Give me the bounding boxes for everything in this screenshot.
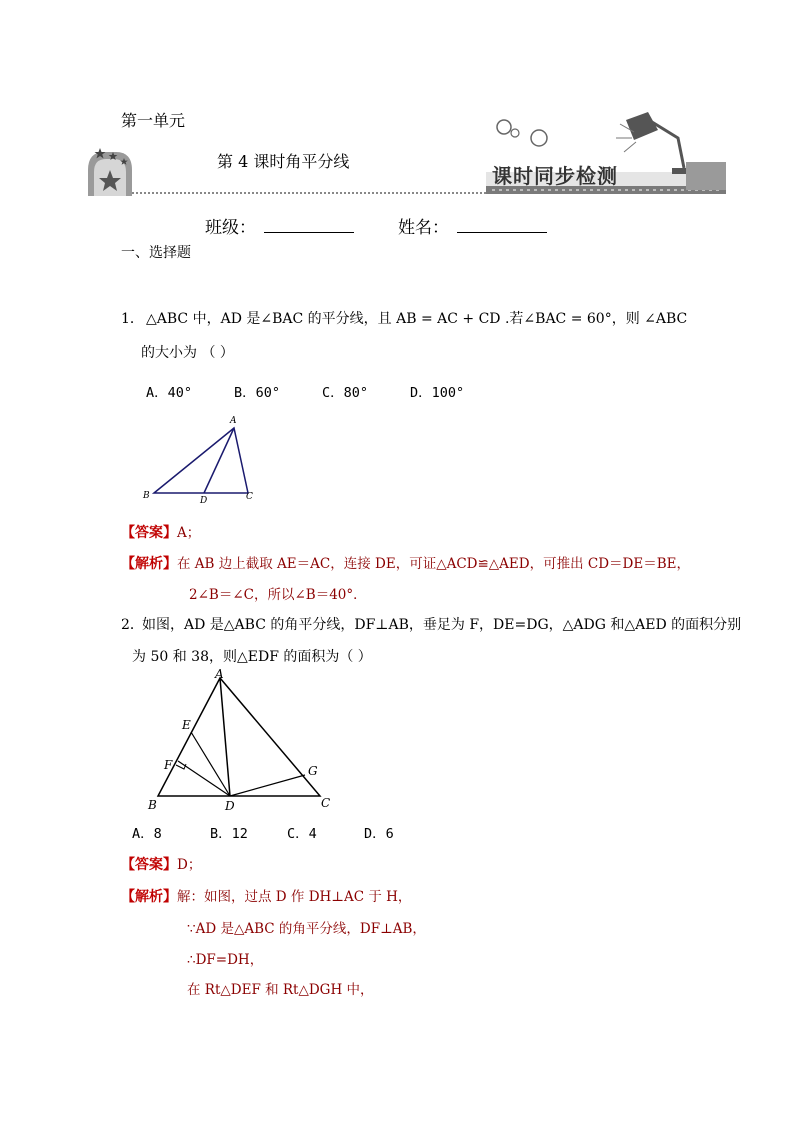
q2-label-b: B (148, 798, 157, 812)
q1-option-d[interactable]: D．100° (410, 385, 465, 401)
q1-analysis-line2: 2∠B＝∠C，所以∠B＝40°． (189, 587, 367, 603)
q1-label-c: C (246, 492, 253, 502)
q1-bisector-ad (204, 428, 234, 493)
banner-title: 课时同步检测 (492, 164, 618, 188)
q2-triangle-figure (140, 665, 350, 815)
q1-answer-tag: 【答案】 (121, 525, 177, 541)
q2-number: 2． (121, 617, 144, 633)
q2-label-e: E (182, 718, 191, 732)
q1-answer (121, 521, 200, 542)
q1-triangle-figure (140, 410, 270, 505)
q2-analysis-line1: 解：如图，过点 D 作 DH⊥AC 于 H， (177, 889, 412, 905)
q2-bisector-ad (220, 678, 230, 796)
q2-analysis (121, 885, 411, 906)
class-blank (264, 218, 354, 233)
q2-option-a[interactable]: A．8 (132, 826, 162, 842)
q1-option-a[interactable]: A．40° (146, 385, 193, 401)
q2-label-c: C (321, 796, 331, 810)
q1-analysis-line1: 在 AB 边上截取 AE＝AC，连接 DE，可证△ACD≌△AED，可推出 CD＝DE＝BE， (177, 556, 690, 572)
q2-segment-de (191, 732, 230, 796)
q2-segment-dg (230, 775, 305, 796)
q2-label-a: A (215, 667, 224, 681)
q1-number: 1． (121, 311, 144, 327)
q1-analysis (121, 552, 690, 573)
q2-text-line2: 为 50 和 38，则△EDF 的面积为（ ） (132, 649, 372, 665)
q1-text-line1: △ABC 中，AD 是∠BAC 的平分线，且 AB = AC + CD .若∠BAC = 60°，则 ∠ABC (146, 311, 688, 327)
q2-label-f: F (164, 758, 173, 772)
lesson-title: 第 4 课时角平分线 (217, 152, 350, 171)
name-blank (457, 218, 547, 233)
section-heading: 一、选择题 (121, 245, 191, 261)
q2-answer-value: D； (177, 857, 202, 873)
star-badge-icon (88, 148, 132, 196)
class-field (205, 213, 354, 238)
q1-answer-value: A； (177, 525, 201, 541)
q2-analysis-line4: 在 Rt△DEF 和 Rt△DGH 中， (187, 982, 374, 998)
q2-option-b[interactable]: B．12 (210, 826, 248, 842)
q1-triangle-abc (154, 428, 248, 493)
q1-option-b[interactable]: B．60° (234, 385, 281, 401)
q1-analysis-tag: 【解析】 (121, 556, 177, 572)
name-label: 姓名： (398, 218, 449, 238)
q2-label-d: D (225, 799, 235, 813)
q2-option-c[interactable]: C．4 (287, 826, 317, 842)
q1-label-a: A (230, 416, 237, 426)
unit-title: 第一单元 (121, 111, 186, 130)
q2-analysis-tag: 【解析】 (121, 889, 177, 905)
q2-answer-tag: 【答案】 (121, 857, 177, 873)
q2-analysis-line3: ∴DF=DH， (187, 952, 264, 968)
q2-segment-df (178, 761, 230, 796)
q1-text-line2: 的大小为 （ ） (141, 345, 234, 361)
q2-label-g: G (308, 764, 318, 778)
q2-triangle-abc (158, 678, 320, 796)
q2-answer (121, 853, 201, 874)
q1-label-b: B (143, 491, 150, 501)
q1-option-c[interactable]: C．80° (322, 385, 369, 401)
q2-text-line1: 如图，AD 是△ABC 的角平分线，DF⊥AB，垂足为 F，DE=DG，△ADG 和△AED 的面积分别 (142, 617, 742, 633)
name-field (398, 213, 547, 238)
header-banner (86, 112, 726, 202)
q2-option-d[interactable]: D．6 (364, 826, 394, 842)
q2-analysis-line2: ∵AD 是△ABC 的角平分线，DF⊥AB， (187, 921, 426, 937)
q1-label-d: D (200, 496, 208, 505)
class-label: 班级： (205, 218, 256, 238)
